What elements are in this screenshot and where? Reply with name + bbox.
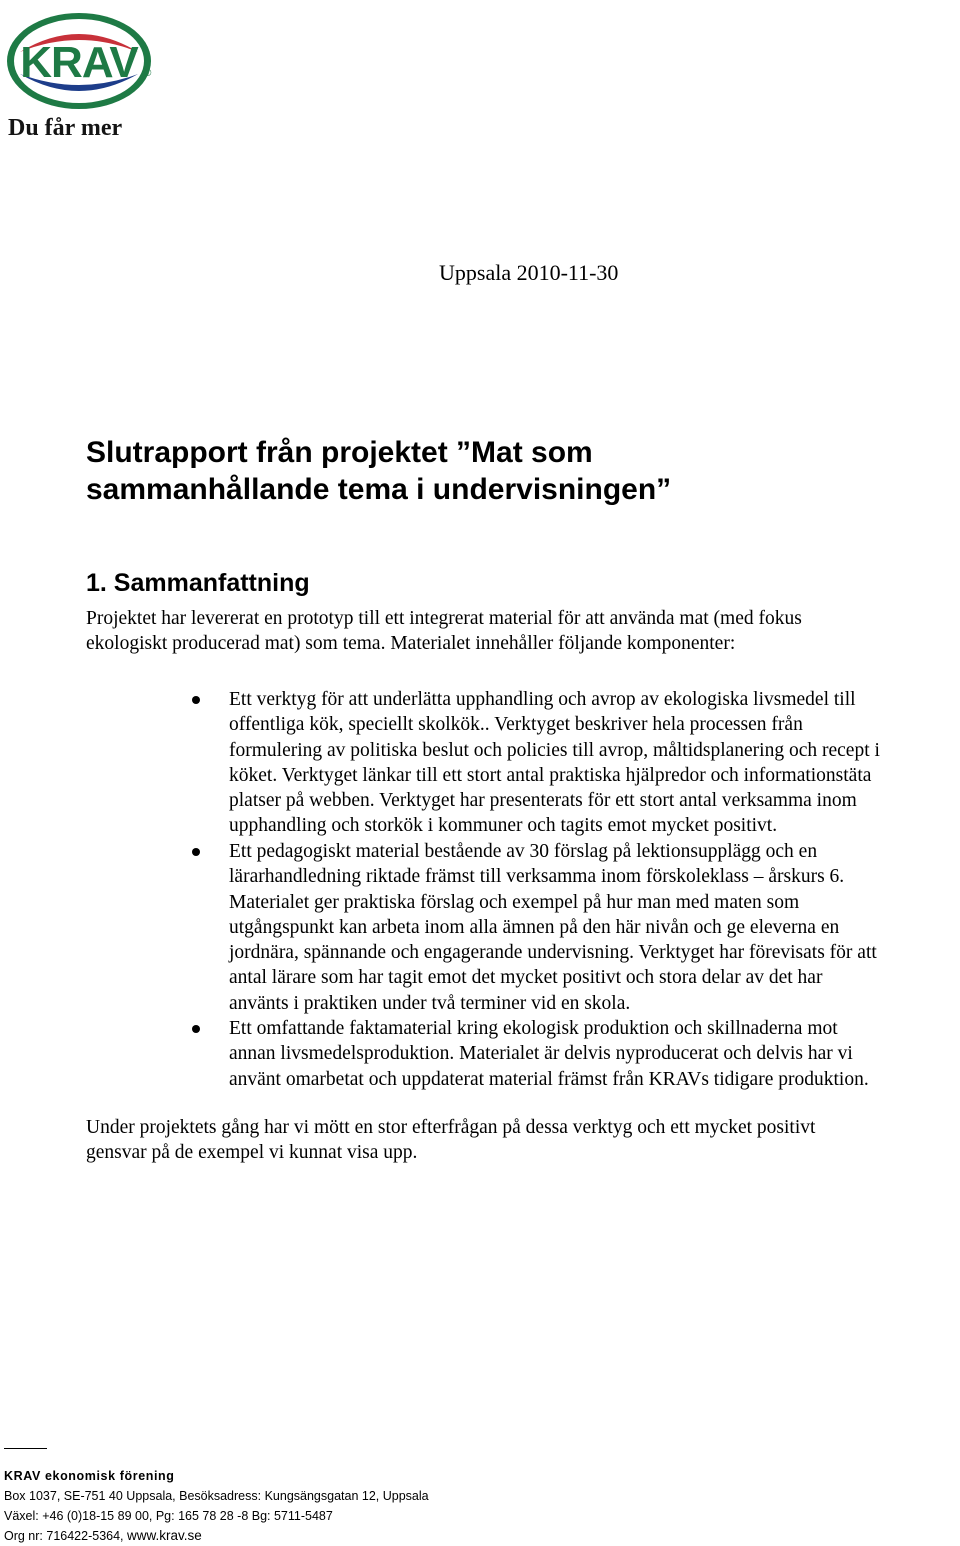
list-item-line: Materialet ger praktiska förslag och exempel på hur man med maten som — [229, 891, 800, 913]
document-title — [86, 434, 671, 508]
footer-address: Box 1037, SE-751 40 Uppsala, Besöksadress: Kungsängsgatan 12, Uppsala — [4, 1489, 429, 1503]
list-item-line: Ett omfattande faktamaterial kring ekologisk produktion och skillnaderna mot — [229, 1018, 838, 1039]
footer-website-link[interactable]: www.krav.se — [127, 1528, 202, 1543]
paragraph-line: Under projektets gång har vi mött en stor efterfrågan på dessa verktyg och ett mycket positivt — [86, 1117, 816, 1138]
bullet-icon — [192, 1025, 200, 1033]
document-date: Uppsala 2010-11-30 — [439, 260, 619, 285]
paragraph-line: ekologiskt producerad mat) som tema. Materialet innehåller följande komponenter: — [86, 633, 736, 655]
list-item-line: använts i praktiken under två terminer vid en skola. — [229, 992, 631, 1014]
footer-phone: Växel: +46 (0)18-15 89 00, Pg: 165 78 28 -8 Bg: 5711-5487 — [4, 1509, 333, 1523]
krav-logo — [4, 6, 156, 142]
title-line: sammanhållande tema i undervisningen” — [86, 473, 672, 506]
paragraph-line: Projektet har levererat en prototyp till ett integrerat material för att använda mat (med fokus — [86, 608, 802, 629]
list-item-line: formulering av politiska beslut och policies till avrop, måltidsplanering och recept i — [229, 739, 880, 761]
list-item-line: utgångspunkt kan arbeta inom alla ämnen på den här nivån och ge eleverna en — [229, 916, 840, 938]
list-item-line: annan livsmedelsproduktion. Materialet är delvis nyproducerat och delvis har vi — [229, 1043, 853, 1065]
closing-paragraph — [86, 1115, 815, 1166]
bullet-icon — [192, 696, 200, 704]
section-heading: 1. Sammanfattning — [86, 569, 310, 597]
list-item-line: Ett verktyg för att underlätta upphandling och avrop av ekologiska livsmedel till — [229, 689, 856, 710]
title-line: Slutrapport från projektet ”Mat som — [86, 436, 593, 469]
list-item-line: jordnära, spännande och engagerande undervisning. Verktyget har förevisats för att — [229, 942, 877, 964]
list-item-text — [229, 687, 880, 839]
list-item-line: upphandling och storkök i kommuner och tagits emot mycket positivt. — [229, 815, 778, 837]
list-item-line: offentliga kök, speciellt skolkök.. Verktyget beskriver hela processen från — [229, 714, 803, 736]
footer-org-line — [4, 1526, 429, 1546]
registered-mark: ® — [144, 68, 152, 79]
list-item-text — [229, 1016, 869, 1092]
footer-org-number: Org nr: 716422-5364, — [4, 1529, 127, 1543]
list-item-line: lärarhandledning riktade främst till verksamma inom förskoleklass – årskurs 6. — [229, 866, 845, 888]
list-item-line: använt omarbetat och uppdaterat material främst från KRAVs tidigare produktion. — [229, 1068, 869, 1090]
intro-paragraph — [86, 606, 802, 657]
bullet-icon — [192, 848, 200, 856]
list-item-line: antal lärare som har tagit emot det mycket positivt och stora delar av det har — [229, 967, 823, 989]
logo-brand-text: KRAV — [20, 38, 138, 87]
footer-org-name: KRAV ekonomisk förening — [4, 1469, 175, 1483]
footer — [4, 1466, 429, 1546]
list-item-line: platser på webben. Verktyget har presenterats för ett stort antal verksamma inom — [229, 790, 857, 812]
list-item-text — [229, 839, 877, 1016]
list-item-line: Ett pedagogiskt material bestående av 30 förslag på lektionsupplägg och en — [229, 841, 818, 862]
list-item-line: köket. Verktyget länkar till ett stort antal praktiska hjälpredor och informationstäta — [229, 764, 872, 786]
footer-divider — [4, 1448, 47, 1449]
logo-slogan: Du får mer — [8, 115, 123, 141]
paragraph-line: gensvar på de exempel vi kunnat visa upp. — [86, 1142, 418, 1164]
